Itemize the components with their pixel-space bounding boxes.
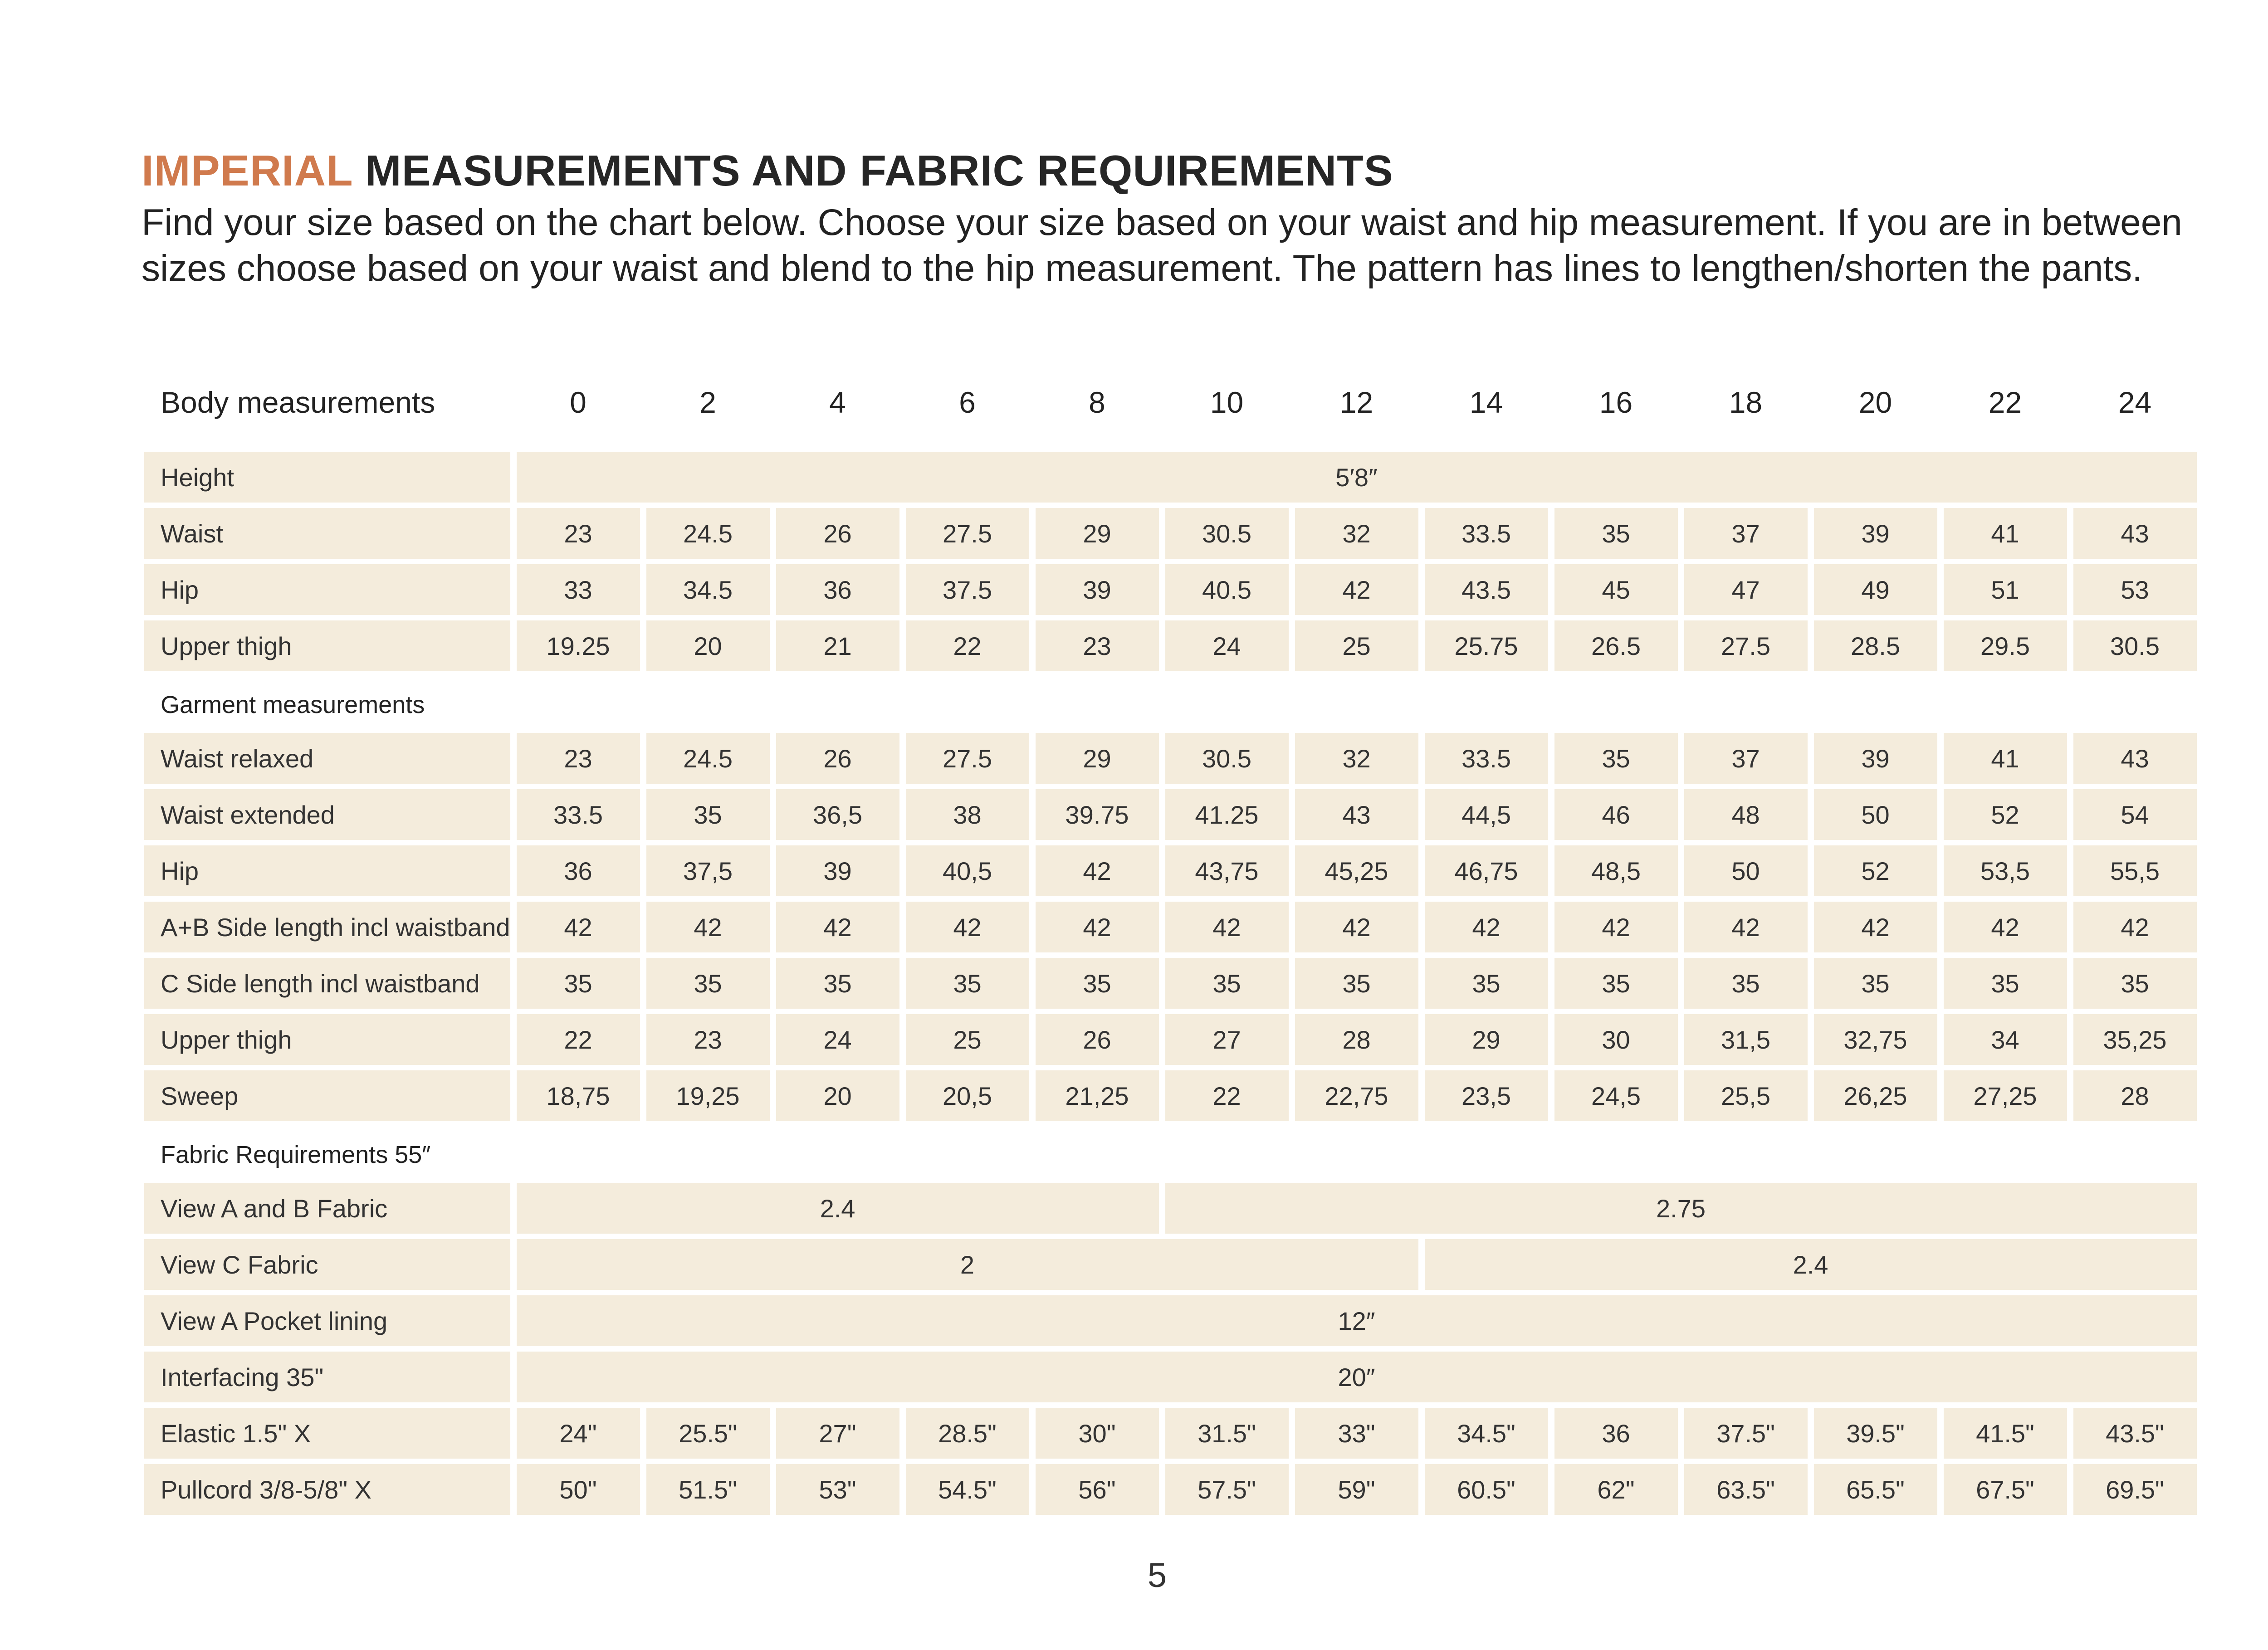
table-row xyxy=(144,845,2197,902)
size-header-2: 2 xyxy=(699,386,716,419)
table-cell: 25.75 xyxy=(1425,620,1548,677)
table-cell: 41.25 xyxy=(1165,789,1289,845)
table-cell: 69.5" xyxy=(2073,1464,2197,1520)
table-cell: 35 xyxy=(1165,958,1289,1014)
size-header-0: 0 xyxy=(570,386,587,419)
table-cell: 23 xyxy=(1036,620,1159,677)
table-cell: 45 xyxy=(1554,564,1678,620)
table-cell: 43.5" xyxy=(2073,1408,2197,1464)
table-cell: 23 xyxy=(517,733,640,789)
size-header-row xyxy=(144,368,2197,436)
table-cell: 21 xyxy=(776,620,899,677)
table-cell: 42 xyxy=(1425,902,1548,958)
merged-cell: 2.4 xyxy=(517,1183,1159,1239)
table-cell: 20,5 xyxy=(906,1070,1029,1127)
row-label: Interfacing 35" xyxy=(144,1352,510,1408)
table-cell: 37.5 xyxy=(906,564,1029,620)
table-cell: 65.5" xyxy=(1814,1464,1937,1520)
table-cell: 47 xyxy=(1684,564,1808,620)
table-cell: 62" xyxy=(1554,1464,1678,1520)
row-label: Upper thigh xyxy=(144,1014,510,1070)
merged-cell: 5′8″ xyxy=(517,452,2197,508)
size-header-6: 6 xyxy=(959,386,976,419)
table-cell: 28.5 xyxy=(1814,620,1937,677)
table-cell: 22 xyxy=(906,620,1029,677)
table-cell: 31.5" xyxy=(1165,1408,1289,1464)
table-cell: 35 xyxy=(906,958,1029,1014)
table-row xyxy=(144,1464,2197,1520)
table-cell: 50 xyxy=(1684,845,1808,902)
table-cell: 27 xyxy=(1165,1014,1289,1070)
table-cell: 50" xyxy=(517,1464,640,1520)
table-cell: 25 xyxy=(1295,620,1418,677)
table-cell: 21,25 xyxy=(1036,1070,1159,1127)
merged-cell: 12″ xyxy=(517,1295,2197,1352)
row-label: Pullcord 3/8-5/8" X xyxy=(144,1464,510,1520)
table-cell: 29 xyxy=(1036,508,1159,564)
merged-cell: 20″ xyxy=(517,1352,2197,1408)
table-cell: 35 xyxy=(1295,958,1418,1014)
table-row xyxy=(144,452,2197,508)
table-cell: 43 xyxy=(2073,733,2197,789)
table-cell: 25 xyxy=(906,1014,1029,1070)
table-cell: 40,5 xyxy=(906,845,1029,902)
table-cell: 27" xyxy=(776,1408,899,1464)
table-cell: 27,25 xyxy=(1944,1070,2067,1127)
table-cell: 39 xyxy=(1036,564,1159,620)
section-fabric-requirements-label: Fabric Requirements 55″ xyxy=(161,1141,431,1168)
table-cell: 19,25 xyxy=(646,1070,770,1127)
table-cell: 28 xyxy=(1295,1014,1418,1070)
table-cell: 41.5" xyxy=(1944,1408,2067,1464)
table-row xyxy=(144,1183,2197,1239)
row-label: View A Pocket lining xyxy=(144,1295,510,1352)
row-label: A+B Side length incl waistband xyxy=(144,902,510,958)
table-row xyxy=(144,733,2197,789)
size-header-8: 8 xyxy=(1089,386,1105,419)
table-cell: 54.5" xyxy=(906,1464,1029,1520)
table-cell: 39 xyxy=(1814,508,1937,564)
table-cell: 35 xyxy=(1036,958,1159,1014)
size-header-12: 12 xyxy=(1339,386,1374,419)
table-cell: 22 xyxy=(517,1014,640,1070)
table-cell: 37.5" xyxy=(1684,1408,1808,1464)
table-cell: 42 xyxy=(1295,564,1418,620)
table-cell: 31,5 xyxy=(1684,1014,1808,1070)
table-cell: 25.5" xyxy=(646,1408,770,1464)
table-cell: 26.5 xyxy=(1554,620,1678,677)
table-cell: 20 xyxy=(776,1070,899,1127)
table-cell: 42 xyxy=(1295,902,1418,958)
table-cell: 30" xyxy=(1036,1408,1159,1464)
table-row xyxy=(144,1408,2197,1464)
table-cell: 30.5 xyxy=(1165,733,1289,789)
table-cell: 29 xyxy=(1036,733,1159,789)
size-header-16: 16 xyxy=(1599,386,1633,419)
table-row xyxy=(144,1014,2197,1070)
table-cell: 42 xyxy=(1165,902,1289,958)
table-cell: 34.5 xyxy=(646,564,770,620)
table-cell: 28.5" xyxy=(906,1408,1029,1464)
table-cell: 23,5 xyxy=(1425,1070,1548,1127)
table-cell: 39.5" xyxy=(1814,1408,1937,1464)
table-cell: 42 xyxy=(1814,902,1937,958)
table-cell: 35 xyxy=(1944,958,2067,1014)
table-cell: 27.5 xyxy=(1684,620,1808,677)
table-cell: 30 xyxy=(1554,1014,1678,1070)
row-label: View C Fabric xyxy=(144,1239,510,1295)
row-label: Upper thigh xyxy=(144,620,510,677)
table-cell: 51 xyxy=(1944,564,2067,620)
table-cell: 40.5 xyxy=(1165,564,1289,620)
table-cell: 46 xyxy=(1554,789,1678,845)
table-cell: 35 xyxy=(2073,958,2197,1014)
table-cell: 57.5" xyxy=(1165,1464,1289,1520)
table-cell: 63.5" xyxy=(1684,1464,1808,1520)
section-garment-measurements xyxy=(144,677,2197,733)
table-cell: 56" xyxy=(1036,1464,1159,1520)
table-cell: 24" xyxy=(517,1408,640,1464)
table-cell: 26 xyxy=(1036,1014,1159,1070)
table-cell: 35,25 xyxy=(2073,1014,2197,1070)
table-cell: 59" xyxy=(1295,1464,1418,1520)
table-cell: 35 xyxy=(776,958,899,1014)
table-cell: 26,25 xyxy=(1814,1070,1937,1127)
table-cell: 25,5 xyxy=(1684,1070,1808,1127)
table-cell: 42 xyxy=(646,902,770,958)
table-cell: 52 xyxy=(1944,789,2067,845)
table-row xyxy=(144,1352,2197,1408)
table-cell: 45,25 xyxy=(1295,845,1418,902)
table-cell: 37 xyxy=(1684,733,1808,789)
section-garment-measurements-label: Garment measurements xyxy=(161,691,425,718)
size-header-10: 10 xyxy=(1210,386,1244,419)
table-cell: 55,5 xyxy=(2073,845,2197,902)
size-header-20: 20 xyxy=(1858,386,1892,419)
table-cell: 44,5 xyxy=(1425,789,1548,845)
table-cell: 43,75 xyxy=(1165,845,1289,902)
table-cell: 35 xyxy=(1425,958,1548,1014)
table-cell: 33.5 xyxy=(1425,733,1548,789)
table-cell: 34 xyxy=(1944,1014,2067,1070)
table-cell: 35 xyxy=(1554,958,1678,1014)
row-label: Waist extended xyxy=(144,789,510,845)
row-label: Sweep xyxy=(144,1070,510,1127)
table-cell: 28 xyxy=(2073,1070,2197,1127)
table-cell: 33" xyxy=(1295,1408,1418,1464)
table-cell: 53" xyxy=(776,1464,899,1520)
row-label: Height xyxy=(144,452,510,508)
row-label: C Side length incl waistband xyxy=(144,958,510,1014)
table-cell: 37 xyxy=(1684,508,1808,564)
table-cell: 42 xyxy=(1036,902,1159,958)
merged-cell: 2.75 xyxy=(1165,1183,2197,1239)
table-cell: 33.5 xyxy=(517,789,640,845)
table-cell: 43 xyxy=(2073,508,2197,564)
table-cell: 42 xyxy=(1554,902,1678,958)
table-cell: 42 xyxy=(906,902,1029,958)
table-cell: 43 xyxy=(1295,789,1418,845)
table-cell: 35 xyxy=(646,958,770,1014)
table-cell: 26 xyxy=(776,508,899,564)
table-row xyxy=(144,1239,2197,1295)
table-row xyxy=(144,508,2197,564)
table-cell: 48 xyxy=(1684,789,1808,845)
table-cell: 27.5 xyxy=(906,508,1029,564)
table-cell: 41 xyxy=(1944,733,2067,789)
table-cell: 52 xyxy=(1814,845,1937,902)
row-label: Elastic 1.5" X xyxy=(144,1408,510,1464)
table-cell: 42 xyxy=(776,902,899,958)
table-cell: 39 xyxy=(776,845,899,902)
table-cell: 35 xyxy=(646,789,770,845)
size-header-24: 24 xyxy=(2118,386,2152,419)
table-cell: 35 xyxy=(1814,958,1937,1014)
table-cell: 39 xyxy=(1814,733,1937,789)
table-row xyxy=(144,1070,2197,1127)
intro-paragraph: Find your size based on the chart below. Choose your size based on your waist and hip measurement. If you are in between sizes choose based on your waist and blend to the hip measurement. The pattern has lines to lengthen/shorten the pants. xyxy=(142,202,2182,289)
table-cell: 29 xyxy=(1425,1014,1548,1070)
table-cell: 32 xyxy=(1295,733,1418,789)
corner-label: Body measurements xyxy=(161,386,435,419)
table-cell: 24.5 xyxy=(646,733,770,789)
page-number: 5 xyxy=(1147,1556,1167,1595)
table-row xyxy=(144,564,2197,620)
table-cell: 24.5 xyxy=(646,508,770,564)
table-cell: 36,5 xyxy=(776,789,899,845)
title-rest: MEASUREMENTS AND FABRIC REQUIREMENTS xyxy=(365,146,1393,195)
section-fabric-requirements xyxy=(144,1127,2197,1183)
row-label: Hip xyxy=(144,845,510,902)
table-cell: 42 xyxy=(2073,902,2197,958)
table-cell: 27.5 xyxy=(906,733,1029,789)
table-cell: 53 xyxy=(2073,564,2197,620)
table-cell: 42 xyxy=(1944,902,2067,958)
table-cell: 42 xyxy=(1036,845,1159,902)
title-accent: IMPERIAL xyxy=(142,146,352,195)
size-header-4: 4 xyxy=(829,386,846,419)
row-label: Hip xyxy=(144,564,510,620)
table-row xyxy=(144,620,2197,677)
table-cell: 60.5" xyxy=(1425,1464,1548,1520)
table-cell: 22 xyxy=(1165,1070,1289,1127)
table-cell: 22,75 xyxy=(1295,1070,1418,1127)
table-cell: 23 xyxy=(646,1014,770,1070)
table-cell: 34.5" xyxy=(1425,1408,1548,1464)
size-header-18: 18 xyxy=(1729,386,1763,419)
size-header-14: 14 xyxy=(1469,386,1503,419)
table-row xyxy=(144,902,2197,958)
table-cell: 48,5 xyxy=(1554,845,1678,902)
table-cell: 24,5 xyxy=(1554,1070,1678,1127)
table-cell: 50 xyxy=(1814,789,1937,845)
table-cell: 35 xyxy=(517,958,640,1014)
row-label: Waist relaxed xyxy=(144,733,510,789)
table-cell: 35 xyxy=(1684,958,1808,1014)
table-cell: 29.5 xyxy=(1944,620,2067,677)
merged-cell: 2.4 xyxy=(1425,1239,2197,1295)
table-cell: 43.5 xyxy=(1425,564,1548,620)
table-cell: 36 xyxy=(1554,1408,1678,1464)
table-cell: 51.5" xyxy=(646,1464,770,1520)
table-cell: 42 xyxy=(1684,902,1808,958)
table-row xyxy=(144,789,2197,845)
table-cell: 67.5" xyxy=(1944,1464,2067,1520)
table-cell: 33 xyxy=(517,564,640,620)
table-row xyxy=(144,1295,2197,1352)
table-cell: 35 xyxy=(1554,733,1678,789)
table-cell: 36 xyxy=(776,564,899,620)
row-label: View A and B Fabric xyxy=(144,1183,510,1239)
merged-cell: 2 xyxy=(517,1239,1418,1295)
table-cell: 19.25 xyxy=(517,620,640,677)
table-cell: 30.5 xyxy=(1165,508,1289,564)
table-cell: 32 xyxy=(1295,508,1418,564)
row-label: Waist xyxy=(144,508,510,564)
table-cell: 26 xyxy=(776,733,899,789)
table-cell: 20 xyxy=(646,620,770,677)
table-cell: 42 xyxy=(517,902,640,958)
table-cell: 53,5 xyxy=(1944,845,2067,902)
table-cell: 35 xyxy=(1554,508,1678,564)
table-cell: 41 xyxy=(1944,508,2067,564)
table-cell: 39.75 xyxy=(1036,789,1159,845)
table-cell: 38 xyxy=(906,789,1029,845)
table-cell: 18,75 xyxy=(517,1070,640,1127)
table-row xyxy=(144,958,2197,1014)
table-cell: 33.5 xyxy=(1425,508,1548,564)
table-cell: 36 xyxy=(517,845,640,902)
table-cell: 24 xyxy=(1165,620,1289,677)
table-cell: 23 xyxy=(517,508,640,564)
page-title xyxy=(142,146,1393,196)
table-cell: 24 xyxy=(776,1014,899,1070)
table-cell: 49 xyxy=(1814,564,1937,620)
size-chart-table xyxy=(138,368,2203,1520)
table-cell: 46,75 xyxy=(1425,845,1548,902)
table-cell: 32,75 xyxy=(1814,1014,1937,1070)
size-header-22: 22 xyxy=(1988,386,2022,419)
table-cell: 30.5 xyxy=(2073,620,2197,677)
table-cell: 37,5 xyxy=(646,845,770,902)
table-cell: 54 xyxy=(2073,789,2197,845)
